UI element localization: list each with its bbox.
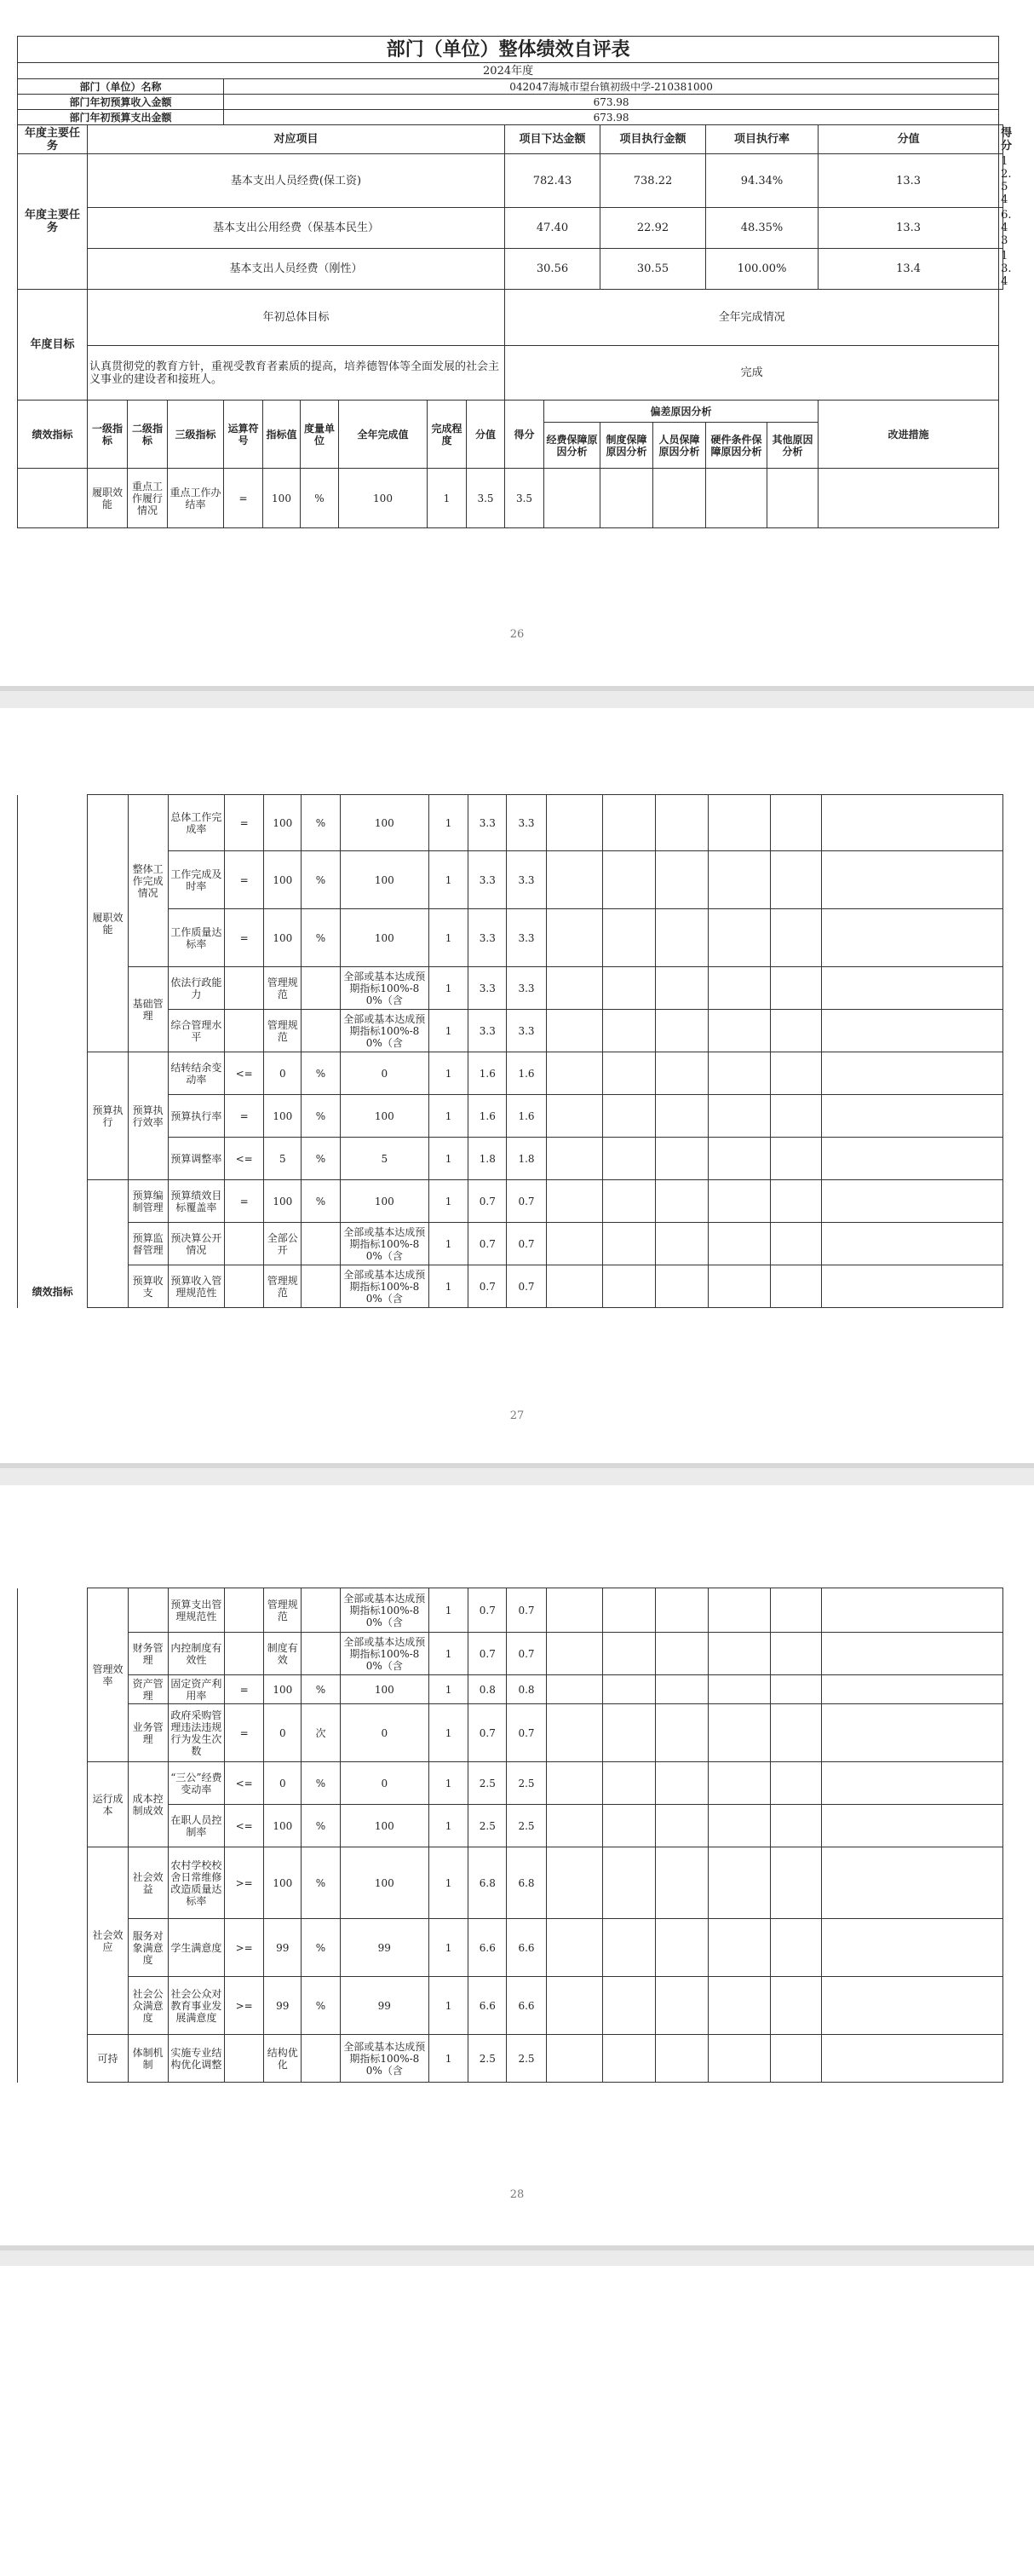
row-got: 2.5 (507, 1805, 546, 1847)
col-deviation: 偏差原因分析 (544, 401, 819, 423)
row-target: 100 (264, 795, 302, 851)
l1-performance: 履职效能 (88, 795, 128, 1052)
row-target: 管理规范 (264, 1588, 302, 1633)
row-degree: 1 (429, 1805, 468, 1847)
row-op: = (225, 1704, 264, 1762)
row-got: 0.8 (507, 1675, 546, 1704)
row-got: 1.8 (507, 1138, 546, 1180)
row-l1: 履职效能 (88, 469, 128, 528)
row-actual: 全部或基本达成预期指标100%-80%（含 (340, 967, 428, 1010)
row-op (225, 2035, 264, 2083)
l1-operating-cost: 运行成本 (88, 1762, 128, 1847)
row-degree: 1 (429, 1180, 468, 1223)
row-score: 0.7 (468, 1265, 507, 1308)
row-degree: 1 (429, 1847, 468, 1919)
row-unit: % (302, 1847, 340, 1919)
main-task-label: 年度主要任务 (18, 154, 88, 290)
l2-social-benefit: 社会效益 (128, 1847, 168, 1919)
task-budget: 30.56 (505, 249, 600, 290)
row-got: 3.3 (507, 851, 546, 909)
col-dev-other: 其他原因分析 (767, 423, 819, 469)
row-actual: 0 (340, 1762, 428, 1805)
row-target: 0 (264, 1762, 302, 1805)
row-target: 99 (264, 1977, 302, 2035)
row-degree: 1 (429, 1675, 468, 1704)
l2-service-satisfaction: 服务对象满意度 (128, 1919, 168, 1977)
task-executed: 22.92 (600, 208, 706, 249)
page-number: 28 (509, 2188, 525, 2201)
row-l2: 预算编制管理 (128, 1180, 168, 1223)
page-number: 27 (509, 1409, 525, 1422)
row-got: 0.7 (507, 1588, 546, 1633)
task-budget: 782.43 (505, 154, 600, 208)
row-score: 0.7 (468, 1180, 507, 1223)
row-score: 3.3 (468, 851, 507, 909)
row-got: 6.8 (507, 1847, 546, 1919)
row-l3: 综合管理水平 (168, 1010, 224, 1052)
row-degree: 1 (429, 1919, 468, 1977)
col-unit: 度量单位 (301, 401, 339, 469)
row-got: 0.7 (507, 1633, 546, 1675)
row-l3: 预算调整率 (168, 1138, 224, 1180)
col-degree: 完成程度 (428, 401, 467, 469)
row-op: = (225, 1095, 264, 1138)
row-score: 2.5 (468, 1762, 507, 1805)
page-28 (0, 1485, 1034, 2245)
row-actual: 99 (340, 1919, 428, 1977)
row-unit: % (302, 1095, 340, 1138)
row-unit (302, 1265, 340, 1308)
row-unit: % (302, 1052, 340, 1095)
task-item: 基本支出公用经费（保基本民生） (88, 208, 505, 249)
row-unit: % (302, 1919, 340, 1977)
task-rate: 48.35% (706, 208, 819, 249)
row-got: 0.7 (507, 1704, 546, 1762)
row-actual: 100 (340, 1180, 428, 1223)
row-got: 0.7 (507, 1180, 546, 1223)
row-degree: 1 (429, 1977, 468, 2035)
row-l3: 预算绩效目标覆盖率 (168, 1180, 224, 1223)
row-op: <= (225, 1138, 264, 1180)
row-l3: 政府采购管理违法违规行为发生次数 (168, 1704, 224, 1762)
row-degree: 1 (429, 1095, 468, 1138)
row-degree: 1 (429, 851, 468, 909)
row-score: 3.3 (468, 909, 507, 967)
row-actual: 全部或基本达成预期指标100%-80%（含 (340, 1223, 428, 1265)
row-score: 2.5 (468, 1805, 507, 1847)
row-unit: % (302, 1762, 340, 1805)
row-l3: 工作质量达标率 (168, 909, 224, 967)
row-unit: % (302, 1138, 340, 1180)
row-score: 3.5 (467, 469, 505, 528)
row-l3: 实施专业结构优化调整 (168, 2035, 224, 2083)
l1-budget-management-cont (88, 1180, 128, 1308)
row-degree: 1 (429, 2035, 468, 2083)
row-degree: 1 (429, 1704, 468, 1762)
row-degree: 1 (429, 909, 468, 967)
row-l3: 固定资产利用率 (168, 1675, 224, 1704)
annual-goal-label: 年度目标 (18, 290, 88, 401)
self-evaluation-table-part3 (17, 1588, 1003, 2083)
col-op: 运算符号 (224, 401, 263, 469)
row-l2: 预算监督管理 (128, 1223, 168, 1265)
l2-budget-efficiency: 预算执行效率 (128, 1052, 168, 1180)
row-l3: 工作完成及时率 (168, 851, 224, 909)
row-unit (302, 1633, 340, 1675)
l2-overall-work: 整体工作完成情况 (128, 795, 168, 967)
task-budget: 47.40 (505, 208, 600, 249)
task-rate: 100.00% (706, 249, 819, 290)
row-target: 100 (264, 1095, 302, 1138)
row-degree: 1 (429, 1223, 468, 1265)
row-score: 6.6 (468, 1919, 507, 1977)
l1-social-effect: 社会效应 (88, 1847, 128, 2035)
row-score: 1.6 (468, 1095, 507, 1138)
row-l3: 依法行政能力 (168, 967, 224, 1010)
row-score: 6.6 (468, 1977, 507, 2035)
row-actual: 100 (339, 469, 428, 528)
row-degree: 1 (429, 1010, 468, 1052)
row-unit (302, 1223, 340, 1265)
l2-budget-income-cont (128, 1588, 168, 1633)
row-score: 3.3 (468, 795, 507, 851)
row-actual: 100 (340, 909, 428, 967)
row-op: = (225, 795, 264, 851)
row-unit: % (301, 469, 339, 528)
row-l2: 预算收支 (128, 1265, 168, 1308)
col-improve: 改进措施 (819, 401, 999, 469)
perf-indicator-side-cell (18, 1588, 88, 2083)
task-executed: 738.22 (600, 154, 706, 208)
row-op: = (225, 1675, 264, 1704)
row-unit: % (302, 795, 340, 851)
col-got: 得分 (505, 401, 544, 469)
row-l3: 内控制度有效性 (168, 1633, 224, 1675)
self-evaluation-table-part2 (17, 794, 1003, 1317)
goal-done-value: 完成 (505, 346, 999, 401)
task-header-rate: 项目执行率 (706, 125, 819, 154)
row-op: = (225, 851, 264, 909)
row-l3: 在职人员控制率 (168, 1805, 224, 1847)
row-actual: 全部或基本达成预期指标100%-80%（含 (340, 1010, 428, 1052)
row-degree: 1 (429, 1762, 468, 1805)
page-separator (0, 2245, 1034, 2266)
l1-budget-execution: 预算执行 (88, 1052, 128, 1180)
perf-side-cell (18, 469, 88, 528)
row-got: 6.6 (507, 1919, 546, 1977)
row-op: = (225, 1180, 264, 1223)
row-actual: 100 (340, 1805, 428, 1847)
task-header-executed: 项目执行金额 (600, 125, 706, 154)
row-degree: 1 (429, 1633, 468, 1675)
row-op (225, 1265, 264, 1308)
row-unit: 次 (302, 1704, 340, 1762)
row-score: 3.3 (468, 1010, 507, 1052)
task-score: 13.3 (819, 208, 999, 249)
budget-expense-value: 673.98 (224, 110, 999, 125)
row-unit (302, 2035, 340, 2083)
row-unit: % (302, 909, 340, 967)
row-degree: 1 (429, 1052, 468, 1095)
row-op: <= (225, 1805, 264, 1847)
row-target: 100 (263, 469, 301, 528)
col-dev-fund: 经费保障原因分析 (544, 423, 600, 469)
l2-finance-management: 财务管理 (128, 1633, 168, 1675)
col-actual: 全年完成值 (339, 401, 428, 469)
row-target: 5 (264, 1138, 302, 1180)
form-title: 部门（单位）整体绩效自评表 (18, 37, 999, 63)
row-unit: % (302, 1805, 340, 1847)
row-score: 3.3 (468, 967, 507, 1010)
row-actual: 99 (340, 1977, 428, 2035)
row-l2: 重点工作履行情况 (128, 469, 168, 528)
task-rate: 94.34% (706, 154, 819, 208)
blank-page-area (0, 2266, 1034, 2576)
row-target: 制度有效 (264, 1633, 302, 1675)
row-actual: 100 (340, 1095, 428, 1138)
col-dev-system: 制度保障原因分析 (600, 423, 653, 469)
goal-text: 认真贯彻党的教育方针，重视受教育者素质的提高，培养德智体等全面发展的社会主义事业的建设者和接班人。 (88, 346, 505, 401)
row-got: 2.5 (507, 1762, 546, 1805)
row-score: 6.8 (468, 1847, 507, 1919)
row-l3: 预算收入管理规范性 (168, 1265, 224, 1308)
col-dev-staff: 人员保障原因分析 (653, 423, 706, 469)
row-got: 3.3 (507, 909, 546, 967)
row-unit: % (302, 851, 340, 909)
row-got: 3.3 (507, 967, 546, 1010)
row-l3: 预算执行率 (168, 1095, 224, 1138)
row-op (225, 1633, 264, 1675)
l1-sustainable: 可持 (88, 2035, 128, 2083)
l1-management-efficiency: 管理效率 (88, 1588, 128, 1762)
page-separator (0, 686, 1034, 708)
row-op (225, 1223, 264, 1265)
goal-done-header: 全年完成情况 (505, 290, 999, 346)
budget-income-label: 部门年初预算收入金额 (18, 95, 224, 110)
row-op: <= (225, 1052, 264, 1095)
row-unit: % (302, 1675, 340, 1704)
task-header-score: 分值 (819, 125, 999, 154)
row-target: 100 (264, 1180, 302, 1223)
row-op: >= (225, 1977, 264, 2035)
row-unit (302, 967, 340, 1010)
row-op (225, 1588, 264, 1633)
col-l3: 三级指标 (168, 401, 224, 469)
row-unit: % (302, 1180, 340, 1223)
row-op (225, 1010, 264, 1052)
task-score: 13.3 (819, 154, 999, 208)
row-score: 0.7 (468, 1588, 507, 1633)
row-target: 管理规范 (264, 1010, 302, 1052)
row-op (225, 967, 264, 1010)
task-header-item: 对应项目 (88, 125, 505, 154)
row-score: 1.6 (468, 1052, 507, 1095)
row-got: 0.7 (507, 1265, 546, 1308)
row-target: 0 (264, 1704, 302, 1762)
row-op: = (224, 469, 263, 528)
l2-basic-management: 基础管理 (128, 967, 168, 1052)
task-got: 13.4 (999, 249, 1003, 290)
row-score: 0.7 (468, 1633, 507, 1675)
row-op: <= (225, 1762, 264, 1805)
l2-institutional: 体制机制 (128, 2035, 168, 2083)
row-score: 1.8 (468, 1138, 507, 1180)
row-score: 0.7 (468, 1704, 507, 1762)
page-number: 26 (509, 628, 525, 641)
row-actual: 0 (340, 1704, 428, 1762)
row-l3: 学生满意度 (168, 1919, 224, 1977)
row-actual: 100 (340, 851, 428, 909)
row-l3: 农村学校校舍日常维修改造质量达标率 (168, 1847, 224, 1919)
page-27 (0, 708, 1034, 1463)
row-l3: 结转结余变动率 (168, 1052, 224, 1095)
l2-cost-control: 成本控制成效 (128, 1762, 168, 1847)
row-actual: 全部或基本达成预期指标100%-80%（含 (340, 1633, 428, 1675)
row-target: 100 (264, 1805, 302, 1847)
row-op: >= (225, 1919, 264, 1977)
col-l2: 二级指标 (128, 401, 168, 469)
row-degree: 1 (429, 1138, 468, 1180)
row-actual: 100 (340, 1675, 428, 1704)
row-actual: 全部或基本达成预期指标100%-80%（含 (340, 2035, 428, 2083)
goal-initial-header: 年初总体目标 (88, 290, 505, 346)
row-target: 100 (264, 851, 302, 909)
l2-asset-management: 资产管理 (128, 1675, 168, 1704)
row-target: 全部公开 (264, 1223, 302, 1265)
row-score: 0.8 (468, 1675, 507, 1704)
l2-business-management: 业务管理 (128, 1704, 168, 1762)
row-actual: 0 (340, 1052, 428, 1095)
row-target: 100 (264, 1675, 302, 1704)
task-score: 13.4 (819, 249, 999, 290)
row-actual: 全部或基本达成预期指标100%-80%（含 (340, 1588, 428, 1633)
page-separator (0, 1463, 1034, 1485)
row-target: 100 (264, 909, 302, 967)
perf-indicator-side-label: 绩效指标 (18, 795, 88, 1308)
col-l1: 一级指标 (88, 401, 128, 469)
row-target: 结构优化 (264, 2035, 302, 2083)
self-evaluation-table-part1 (17, 36, 1013, 518)
row-got: 1.6 (507, 1095, 546, 1138)
page-26 (0, 0, 1034, 686)
row-score: 0.7 (468, 1223, 507, 1265)
row-l3: 预算支出管理规范性 (168, 1588, 224, 1633)
row-got: 3.5 (505, 469, 544, 528)
col-target: 指标值 (263, 401, 301, 469)
row-l3: 预决算公开情况 (168, 1223, 224, 1265)
row-got: 0.7 (507, 1223, 546, 1265)
row-l3: 社会公众对教育事业发展满意度 (168, 1977, 224, 2035)
row-target: 管理规范 (264, 967, 302, 1010)
task-got: 6.43 (999, 208, 1003, 249)
row-l3: “三公”经费变动率 (168, 1762, 224, 1805)
unit-name-label: 部门（单位）名称 (18, 79, 224, 95)
row-op: >= (225, 1847, 264, 1919)
row-degree: 1 (428, 469, 467, 528)
col-score: 分值 (467, 401, 505, 469)
row-degree: 1 (429, 1265, 468, 1308)
task-header-got: 得分 (999, 125, 1003, 154)
task-item: 基本支出人员经费（刚性） (88, 249, 505, 290)
task-executed: 30.55 (600, 249, 706, 290)
row-op: = (225, 909, 264, 967)
row-got: 2.5 (507, 2035, 546, 2083)
row-actual: 100 (340, 1847, 428, 1919)
task-header-budget: 项目下达金额 (505, 125, 600, 154)
budget-expense-label: 部门年初预算支出金额 (18, 110, 224, 125)
row-target: 100 (264, 1847, 302, 1919)
l2-public-satisfaction: 社会公众满意度 (128, 1977, 168, 2035)
task-header-label: 年度主要任务 (18, 125, 88, 154)
task-item: 基本支出人员经费(保工资) (88, 154, 505, 208)
report-year: 2024年度 (18, 63, 999, 79)
row-l3: 重点工作办结率 (168, 469, 224, 528)
row-got: 3.3 (507, 1010, 546, 1052)
row-actual: 5 (340, 1138, 428, 1180)
row-unit (302, 1010, 340, 1052)
col-dev-hardware: 硬件条件保障原因分析 (706, 423, 767, 469)
row-degree: 1 (429, 795, 468, 851)
row-got: 1.6 (507, 1052, 546, 1095)
row-target: 99 (264, 1919, 302, 1977)
row-got: 3.3 (507, 795, 546, 851)
row-target: 管理规范 (264, 1265, 302, 1308)
perf-indicator-label: 绩效指标 (18, 401, 88, 469)
row-score: 2.5 (468, 2035, 507, 2083)
row-target: 0 (264, 1052, 302, 1095)
row-unit: % (302, 1977, 340, 2035)
row-actual: 100 (340, 795, 428, 851)
row-actual: 全部或基本达成预期指标100%-80%（含 (340, 1265, 428, 1308)
row-l3: 总体工作完成率 (168, 795, 224, 851)
row-unit (302, 1588, 340, 1633)
budget-income-value: 673.98 (224, 95, 999, 110)
task-got: 12.54 (999, 154, 1003, 208)
unit-name-value: 042047海城市望台镇初级中学-210381000 (224, 79, 999, 95)
row-degree: 1 (429, 1588, 468, 1633)
row-degree: 1 (429, 967, 468, 1010)
row-got: 6.6 (507, 1977, 546, 2035)
